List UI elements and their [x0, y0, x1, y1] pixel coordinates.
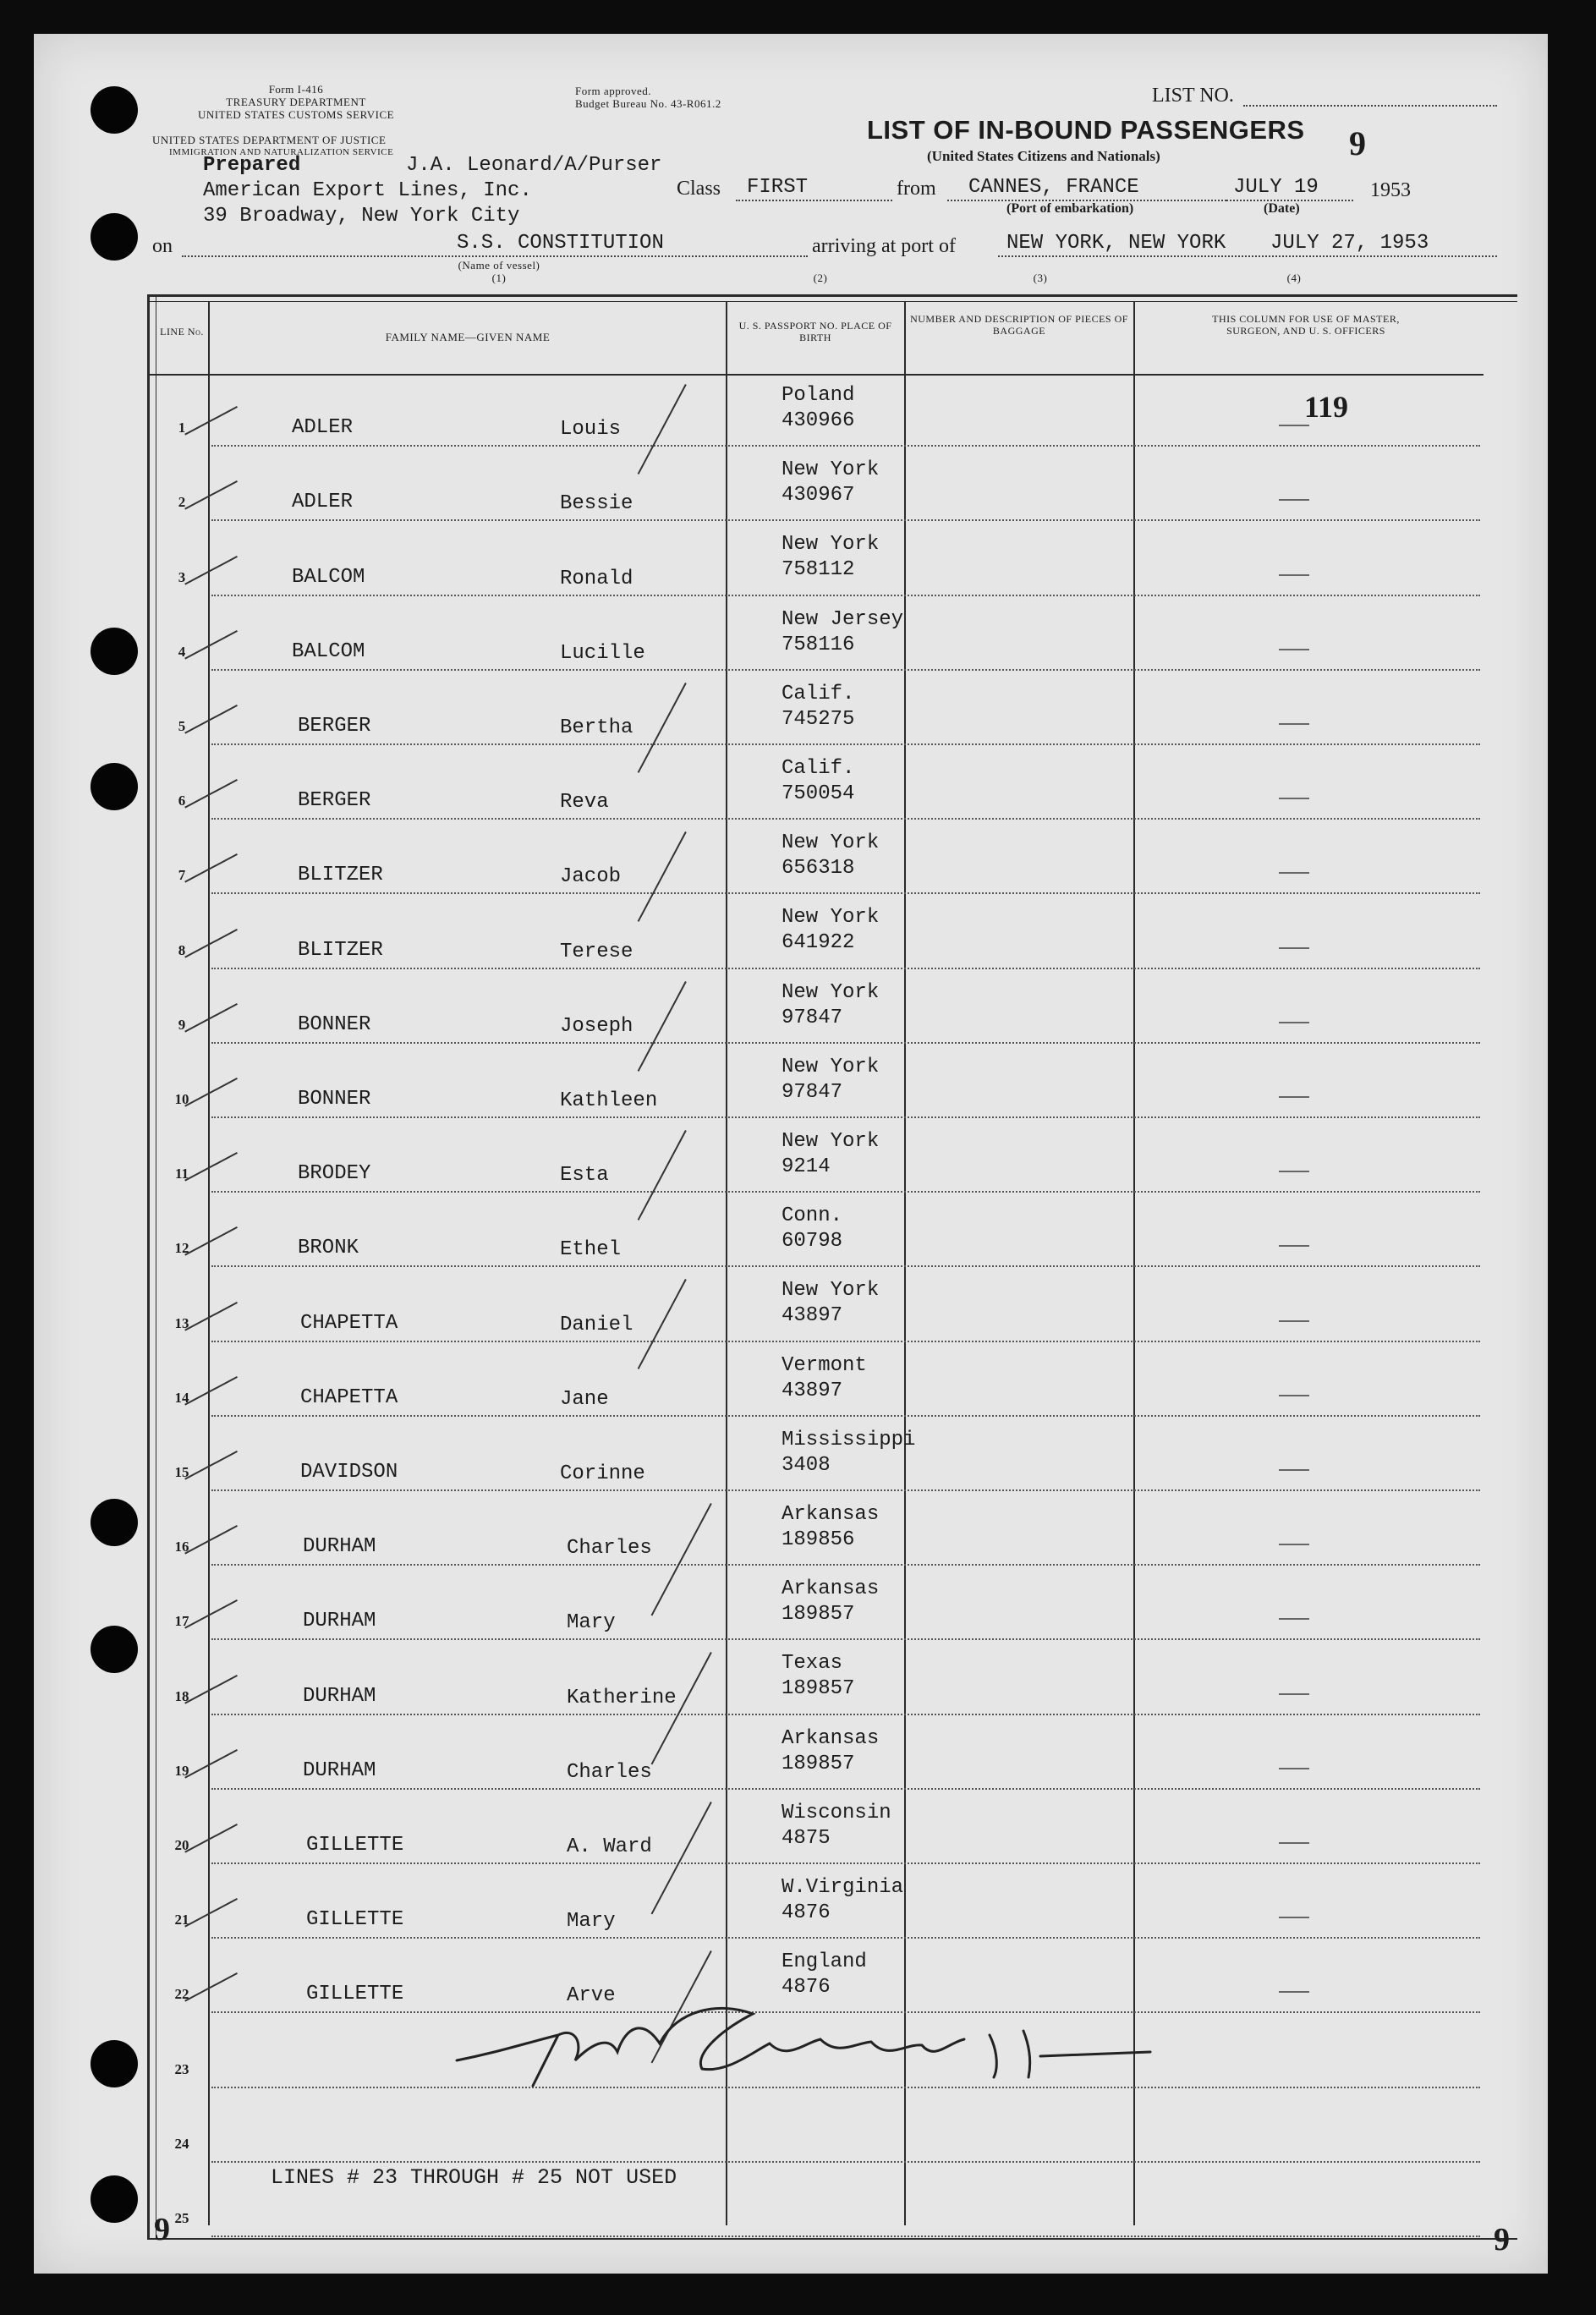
- prepared-by: J.A. Leonard/A/Purser: [406, 154, 662, 177]
- list-no-value: 9: [1349, 124, 1366, 162]
- row-rule: [211, 743, 1480, 745]
- passport-number: 60798: [782, 1230, 843, 1254]
- family-name: BLITZER: [298, 938, 383, 962]
- passport-number: 189857: [782, 1752, 855, 1775]
- col-header-passport: U. S. PASSPORT NO. PLACE OF BIRTH: [738, 320, 892, 343]
- family-name: ADLER: [292, 491, 354, 514]
- family-name: BERGER: [298, 715, 371, 738]
- family-name: DURHAM: [303, 1610, 376, 1633]
- officer-tick-mark: [1279, 1320, 1309, 1322]
- place-of-birth: New York: [782, 906, 880, 930]
- vessel-name: S.S. CONSTITUTION: [457, 232, 664, 255]
- officer-tick-mark: [1279, 1917, 1309, 1918]
- dept-treasury: TREASURY DEPARTMENT: [226, 96, 366, 108]
- line-number: 14: [174, 1389, 189, 1406]
- passport-number: 97847: [782, 1006, 843, 1029]
- pen-stroke: [651, 1802, 712, 1914]
- given-name: Lucille: [560, 641, 645, 665]
- given-name: Arve: [567, 1984, 616, 2008]
- vessel-label: (Name of vessel): [458, 259, 540, 272]
- line-number: 13: [174, 1314, 189, 1331]
- binder-hole: [90, 2175, 138, 2223]
- passport-number: 9214: [782, 1155, 831, 1178]
- passport-number: 745275: [782, 707, 855, 731]
- officer-tick-mark: [1279, 1768, 1309, 1769]
- page-title: LIST OF IN-BOUND PASSENGERS: [867, 115, 1305, 145]
- line-number: 24: [174, 2135, 189, 2152]
- company-name: American Export Lines, Inc.: [203, 179, 532, 202]
- line-number: 21: [174, 1912, 189, 1928]
- row-rule: [211, 1489, 1480, 1491]
- family-name: BONNER: [298, 1012, 371, 1036]
- family-name: DURHAM: [303, 1758, 376, 1782]
- place-of-birth: New York: [782, 458, 880, 482]
- col-num-3: (3): [1033, 272, 1048, 284]
- line-number: 15: [174, 1464, 189, 1480]
- passport-number: 4876: [782, 1976, 831, 2000]
- row-rule: [211, 1638, 1480, 1640]
- row-rule: [211, 1564, 1480, 1566]
- officer-tick-mark: [1279, 798, 1309, 799]
- col-header-line: LINE No.: [160, 326, 204, 337]
- row-rule: [211, 445, 1480, 447]
- not-used-note: LINES # 23 THROUGH # 25 NOT USED: [271, 2165, 677, 2190]
- officer-tick-mark: [1279, 574, 1309, 576]
- company-address: 39 Broadway, New York City: [203, 205, 520, 228]
- row-rule: [211, 2235, 1480, 2237]
- col-num-2: (2): [813, 272, 828, 284]
- officer-tick-mark: [1279, 872, 1309, 874]
- family-name: BLITZER: [298, 864, 383, 887]
- date-label: (Date): [1264, 201, 1300, 216]
- passport-number: 758116: [782, 633, 855, 656]
- row-rule: [211, 892, 1480, 894]
- given-name: Jacob: [560, 865, 622, 889]
- row-rule: [211, 968, 1480, 969]
- page-subtitle: (United States Citizens and Nationals): [927, 148, 1160, 164]
- place-of-birth: Arkansas: [782, 1726, 880, 1750]
- dept-customs: UNITED STATES CUSTOMS SERVICE: [197, 108, 395, 121]
- passport-number: 43897: [782, 1379, 843, 1402]
- given-name: Kathleen: [560, 1089, 658, 1112]
- class-label: Class: [677, 178, 721, 200]
- family-name: BRODEY: [298, 1162, 371, 1186]
- passport-number: 43897: [782, 1304, 843, 1328]
- given-name: Charles: [567, 1760, 652, 1784]
- col-num-4: (4): [1286, 272, 1302, 284]
- corner-number-right: 9: [1494, 2222, 1510, 2257]
- list-no-label: LIST NO.: [1152, 85, 1234, 107]
- given-name: Corinne: [560, 1462, 645, 1485]
- from-date: JULY 19: [1233, 176, 1319, 199]
- place-of-birth: New York: [782, 1055, 880, 1078]
- from-label: from: [897, 178, 936, 200]
- officer-tick-mark: [1279, 649, 1309, 650]
- place-of-birth: Vermont: [782, 1353, 867, 1377]
- officer-tick-mark: [1279, 1395, 1309, 1396]
- passport-number: 189857: [782, 1603, 855, 1627]
- signature-scribble: [448, 1993, 1176, 2094]
- binder-hole: [90, 2040, 138, 2087]
- officer-tick-mark: [1279, 723, 1309, 725]
- pen-stroke: [638, 831, 687, 922]
- line-number: 12: [174, 1240, 189, 1257]
- col-num-1: (1): [491, 272, 507, 284]
- line-number: 10: [174, 1091, 189, 1107]
- family-name: BRONK: [298, 1237, 359, 1260]
- row-rule: [211, 1862, 1480, 1864]
- binder-hole: [90, 86, 138, 134]
- given-name: Reva: [560, 791, 609, 815]
- family-name: CHAPETTA: [300, 1385, 398, 1409]
- officer-tick-mark: [1279, 1618, 1309, 1620]
- place-of-birth: New York: [782, 980, 880, 1004]
- place-of-birth: Poland: [782, 384, 855, 407]
- binder-hole: [90, 213, 138, 261]
- place-of-birth: Conn.: [782, 1204, 843, 1228]
- place-of-birth: Wisconsin: [782, 1801, 891, 1824]
- place-of-birth: W.Virginia: [782, 1876, 904, 1899]
- officer-tick-mark: [1279, 947, 1309, 949]
- family-name: GILLETTE: [306, 1908, 404, 1932]
- passport-number: 750054: [782, 782, 855, 805]
- family-name: ADLER: [292, 416, 354, 440]
- row-rule: [211, 1341, 1480, 1342]
- line-number: 4: [178, 643, 186, 660]
- officer-tick-mark: [1279, 1096, 1309, 1098]
- place-of-birth: New York: [782, 1279, 880, 1303]
- place-of-birth: New Jersey: [782, 607, 904, 631]
- binder-hole: [90, 1626, 138, 1673]
- form-approved: Form approved.: [575, 85, 652, 97]
- passport-number: 3408: [782, 1453, 831, 1477]
- passport-number: 97847: [782, 1080, 843, 1104]
- row-rule: [211, 1937, 1480, 1939]
- row-rule: [211, 1116, 1480, 1118]
- corner-number-left: 9: [154, 2212, 170, 2247]
- row-rule: [211, 1042, 1480, 1044]
- form-number: Form I-416: [268, 83, 324, 96]
- dept-immigration: IMMIGRATION AND NATURALIZATION SERVICE: [169, 147, 394, 157]
- pen-stroke: [638, 1130, 687, 1221]
- row-rule: [211, 669, 1480, 671]
- officer-tick-mark: [1279, 1991, 1309, 1993]
- family-name: DURHAM: [303, 1684, 376, 1708]
- arriving-label: arriving at port of: [812, 235, 956, 257]
- given-name: Esta: [560, 1164, 609, 1188]
- line-number: 16: [174, 1539, 189, 1555]
- given-name: Charles: [567, 1537, 652, 1561]
- arrival-port: NEW YORK, NEW YORK: [1006, 232, 1226, 255]
- officer-tick-mark: [1279, 1469, 1309, 1471]
- family-name: DAVIDSON: [300, 1461, 398, 1484]
- pen-stroke: [651, 1503, 712, 1616]
- given-name: Louis: [560, 418, 622, 442]
- given-name: Mary: [567, 1611, 616, 1635]
- passport-number: 430966: [782, 409, 855, 432]
- col-header-officers: THIS COLUMN FOR USE OF MASTER, SURGEON, AND U. S. OFFICERS: [1212, 313, 1400, 337]
- row-rule: [211, 818, 1480, 820]
- budget-bureau: Budget Bureau No. 43-R061.2: [575, 97, 721, 110]
- passport-number: 758112: [782, 558, 855, 582]
- given-name: Ronald: [560, 567, 633, 590]
- family-name: BALCOM: [292, 639, 365, 663]
- row-rule: [211, 1714, 1480, 1715]
- given-name: Bessie: [560, 492, 633, 516]
- line-number: 25: [174, 2210, 189, 2226]
- passport-number: 641922: [782, 931, 855, 955]
- line-number: 22: [174, 1986, 189, 2003]
- given-name: A. Ward: [567, 1835, 652, 1858]
- pen-stroke: [638, 981, 687, 1072]
- given-name: Terese: [560, 940, 633, 963]
- given-name: Mary: [567, 1910, 616, 1934]
- line-number: 17: [174, 1613, 189, 1630]
- on-label: on: [152, 235, 173, 257]
- family-name: BALCOM: [292, 565, 365, 589]
- binder-hole: [90, 763, 138, 810]
- row-rule: [211, 1265, 1480, 1267]
- dept-justice: UNITED STATES DEPARTMENT OF JUSTICE: [152, 134, 387, 146]
- passport-number: 189856: [782, 1528, 855, 1551]
- place-of-birth: England: [782, 1950, 867, 1974]
- binder-hole: [90, 1499, 138, 1546]
- officer-tick-mark: [1279, 1693, 1309, 1695]
- line-number: 9: [178, 1016, 186, 1033]
- from-year: 1953: [1370, 179, 1411, 201]
- given-name: Daniel: [560, 1313, 633, 1336]
- given-name: Jane: [560, 1387, 609, 1411]
- col-header-baggage: NUMBER AND DESCRIPTION OF PIECES OF BAGGAGE: [910, 313, 1128, 337]
- officer-tick-mark: [1279, 425, 1309, 426]
- row-rule: [211, 2161, 1480, 2163]
- line-number: 19: [174, 1762, 189, 1779]
- pen-stroke: [638, 683, 687, 773]
- passport-number: 4876: [782, 1901, 831, 1924]
- passport-number: 189857: [782, 1677, 855, 1701]
- line-number: 18: [174, 1687, 189, 1704]
- officer-tick-mark: [1279, 1842, 1309, 1844]
- row-rule: [211, 1191, 1480, 1193]
- place-of-birth: Calif.: [782, 682, 855, 705]
- place-of-birth: Mississippi: [782, 1428, 916, 1451]
- row-rule: [211, 519, 1480, 521]
- port-embark-label: (Port of embarkation): [1006, 201, 1134, 216]
- line-number: 6: [178, 793, 186, 809]
- place-of-birth: New York: [782, 831, 880, 855]
- officer-tick-mark: [1279, 1171, 1309, 1172]
- line-number: 20: [174, 1837, 189, 1853]
- place-of-birth: Calif.: [782, 757, 855, 780]
- place-of-birth: Arkansas: [782, 1503, 880, 1526]
- place-of-birth: Arkansas: [782, 1577, 880, 1601]
- place-of-birth: New York: [782, 1130, 880, 1153]
- binder-hole: [90, 628, 138, 675]
- table-left-border: [147, 294, 150, 2240]
- given-name: Ethel: [560, 1238, 622, 1262]
- line-number: 8: [178, 941, 186, 958]
- line-number: 11: [174, 1166, 189, 1182]
- passport-number: 430967: [782, 484, 855, 507]
- document-page: [34, 34, 1548, 2274]
- line-number: 2: [178, 494, 186, 511]
- given-name: Joseph: [560, 1014, 633, 1038]
- family-name: BERGER: [298, 789, 371, 813]
- from-port: CANNES, FRANCE: [968, 176, 1139, 199]
- place-of-birth: Texas: [782, 1652, 843, 1676]
- row-rule: [211, 1415, 1480, 1417]
- line-number: 5: [178, 718, 186, 734]
- family-name: GILLETTE: [306, 1983, 404, 2006]
- family-name: CHAPETTA: [300, 1311, 398, 1335]
- line-number: 1: [178, 420, 186, 436]
- given-name: Bertha: [560, 716, 633, 739]
- passport-number: 4875: [782, 1826, 831, 1850]
- stamp-number: 119: [1304, 390, 1349, 424]
- pen-stroke: [638, 384, 687, 475]
- officer-tick-mark: [1279, 1245, 1309, 1247]
- officer-tick-mark: [1279, 1544, 1309, 1545]
- given-name: Katherine: [567, 1686, 677, 1709]
- family-name: DURHAM: [303, 1535, 376, 1559]
- family-name: GILLETTE: [306, 1834, 404, 1857]
- row-rule: [211, 595, 1480, 596]
- row-rule: [211, 1788, 1480, 1790]
- officer-tick-mark: [1279, 1022, 1309, 1023]
- officer-tick-mark: [1279, 499, 1309, 501]
- family-name: BONNER: [298, 1088, 371, 1111]
- class-value: FIRST: [747, 176, 809, 199]
- line-number: 7: [178, 867, 186, 884]
- pen-stroke: [638, 1279, 687, 1369]
- col-header-name: FAMILY NAME—GIVEN NAME: [385, 331, 551, 343]
- place-of-birth: New York: [782, 533, 880, 557]
- line-number: 23: [174, 2060, 189, 2077]
- passport-number: 656318: [782, 857, 855, 880]
- line-number: 3: [178, 568, 186, 585]
- prepared-label: Prepared: [203, 154, 301, 177]
- arrival-date: JULY 27, 1953: [1270, 232, 1429, 255]
